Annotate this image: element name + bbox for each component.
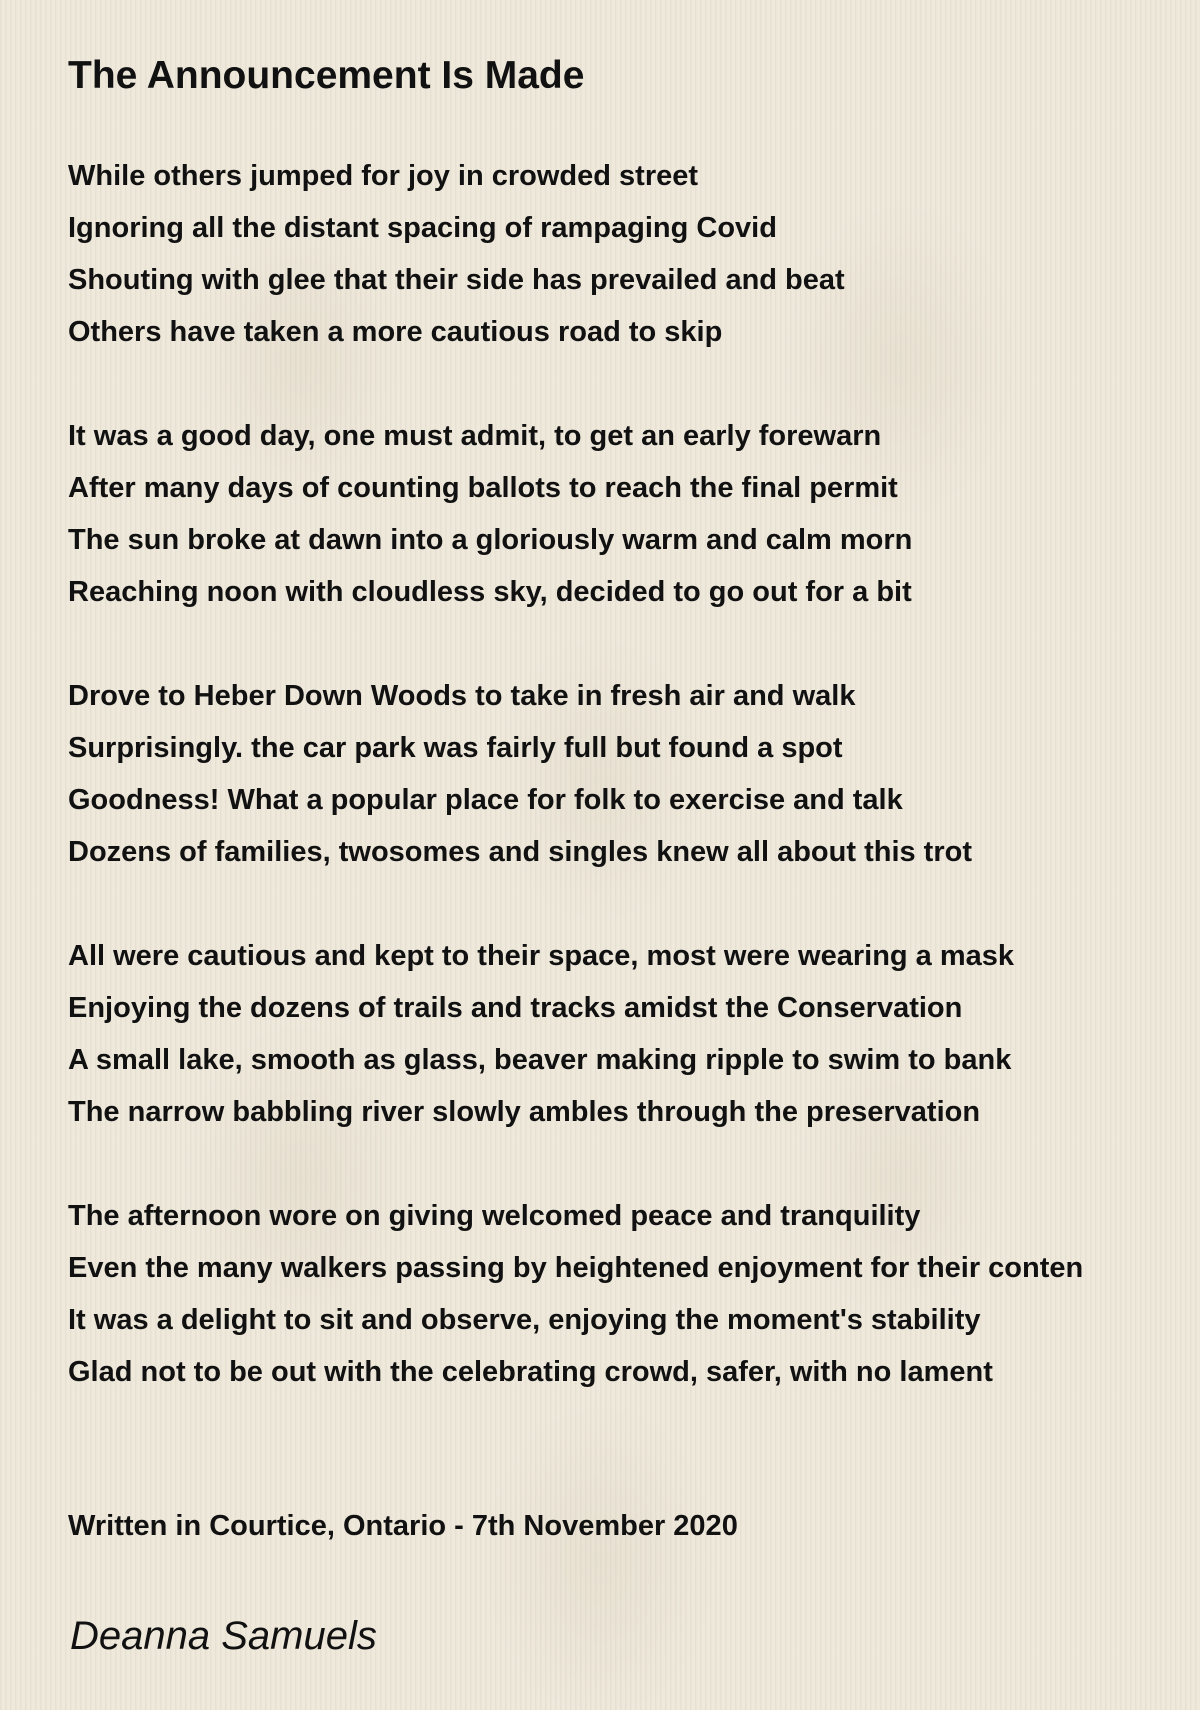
poem-note: Written in Courtice, Ontario - 7th November 2020 (68, 1510, 738, 1542)
poem-line: Even the many walkers passing by heightened enjoyment for their conten (68, 1252, 1084, 1284)
poem-line: Drove to Heber Down Woods to take in fresh air and walk (68, 680, 856, 712)
poem-line: Goodness! What a popular place for folk to exercise and talk (68, 784, 903, 816)
poem-line: Ignoring all the distant spacing of rampaging Covid (68, 212, 777, 244)
poem-line: All were cautious and kept to their space, most were wearing a mask (68, 940, 1015, 972)
poem-line: Dozens of families, twosomes and singles knew all about this trot (68, 836, 972, 868)
poem-line: A small lake, smooth as glass, beaver making ripple to swim to bank (68, 1044, 1012, 1076)
poem-body (68, 150, 1200, 1450)
poem-line: It was a delight to sit and observe, enjoying the moment's stability (68, 1304, 981, 1336)
poem-author: Deanna Samuels (70, 1614, 377, 1658)
poem-line: It was a good day, one must admit, to get an early forewarn (68, 420, 882, 452)
poem-line: Glad not to be out with the celebrating crowd, safer, with no lament (68, 1356, 993, 1388)
poem-line: Others have taken a more cautious road to skip (68, 316, 723, 348)
poem-line: Enjoying the dozens of trails and tracks amidst the Conservation (68, 992, 963, 1024)
poem-line: While others jumped for joy in crowded street (68, 160, 699, 192)
poem-line: The narrow babbling river slowly ambles through the preservation (68, 1096, 981, 1128)
stanza-4 (68, 930, 1200, 1138)
poem-title: The Announcement Is Made (68, 54, 585, 97)
stanza-5 (68, 1190, 1200, 1398)
stanza-1 (68, 150, 1200, 358)
poem-line: Surprisingly. the car park was fairly full but found a spot (68, 732, 843, 764)
poem-line: The sun broke at dawn into a gloriously warm and calm morn (68, 524, 913, 556)
poem-line: After many days of counting ballots to reach the final permit (68, 472, 898, 504)
stanza-2 (68, 410, 1200, 618)
stanza-3 (68, 670, 1200, 878)
poem-line: Shouting with glee that their side has prevailed and beat (68, 264, 845, 296)
poem-line: Reaching noon with cloudless sky, decided to go out for a bit (68, 576, 912, 608)
poem-line: The afternoon wore on giving welcomed peace and tranquility (68, 1200, 921, 1232)
